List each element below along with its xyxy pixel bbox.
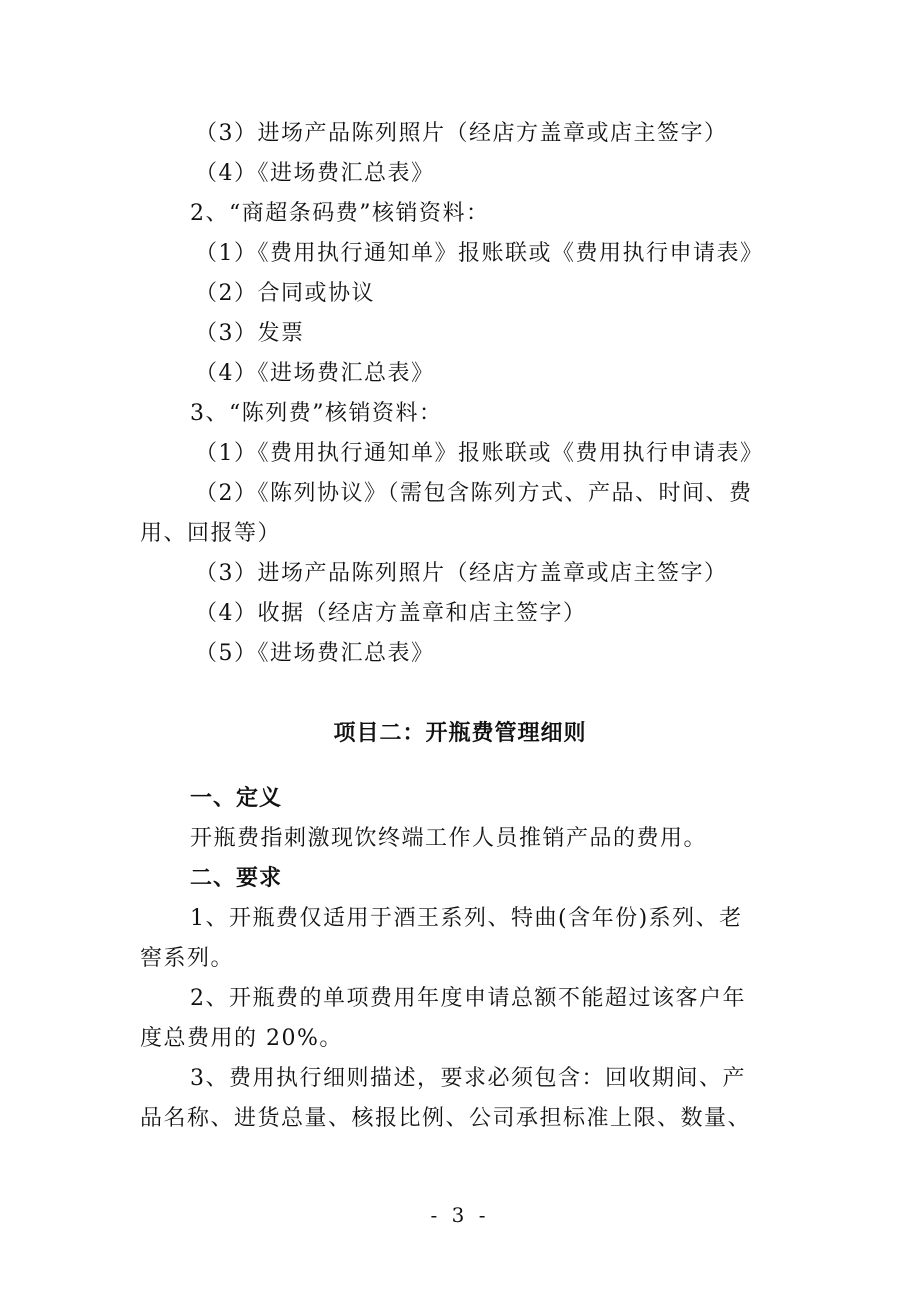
section-title: 2、“商超条码费”核销资料：: [190, 201, 490, 226]
definition-heading: 一、定义: [190, 786, 283, 811]
list-item: （2）《陈列协议》（需包含陈列方式、产品、时间、费: [195, 481, 753, 506]
list-item: （1）《费用执行通知单》报账联或《费用执行申请表》: [195, 241, 764, 266]
list-item: （5）《进场费汇总表》: [195, 641, 435, 666]
requirement-3: 3、费用执行细则描述，要求必须包含：回收期间、产: [190, 1066, 746, 1091]
list-item: （2）合同或协议: [195, 281, 375, 306]
definition-text: 开瓶费指刺激现饮终端工作人员推销产品的费用。: [190, 826, 708, 851]
requirement-1: 1、开瓶费仅适用于酒王系列、特曲(含年份)系列、老: [190, 906, 743, 931]
requirement-2-continuation: 度总费用的 20%。: [140, 1026, 343, 1051]
list-item: （4）收据（经店方盖章和店主签字）: [195, 601, 587, 626]
list-item: （4）《进场费汇总表》: [195, 161, 435, 186]
list-item: （3）进场产品陈列照片（经店方盖章或店主签字）: [195, 121, 728, 146]
requirement-1-continuation: 窖系列。: [140, 946, 235, 971]
section-title: 3、“陈列费”核销资料：: [190, 401, 443, 426]
list-item: （3）发票: [195, 321, 305, 346]
requirements-heading: 二、要求: [190, 866, 283, 891]
list-item: （4）《进场费汇总表》: [195, 361, 435, 386]
project-title: 项目二：开瓶费管理细则: [333, 721, 587, 746]
list-item: （3）进场产品陈列照片（经店方盖章或店主签字）: [195, 561, 728, 586]
list-item-continuation: 用、回报等）: [140, 521, 282, 546]
requirement-2: 2、开瓶费的单项费用年度申请总额不能超过该客户年: [190, 986, 746, 1011]
page-number: - 3 -: [430, 1203, 490, 1227]
list-item: （1）《费用执行通知单》报账联或《费用执行申请表》: [195, 441, 764, 466]
requirement-3-continuation: 品名称、进货总量、核报比例、公司承担标准上限、数量、: [140, 1106, 752, 1131]
